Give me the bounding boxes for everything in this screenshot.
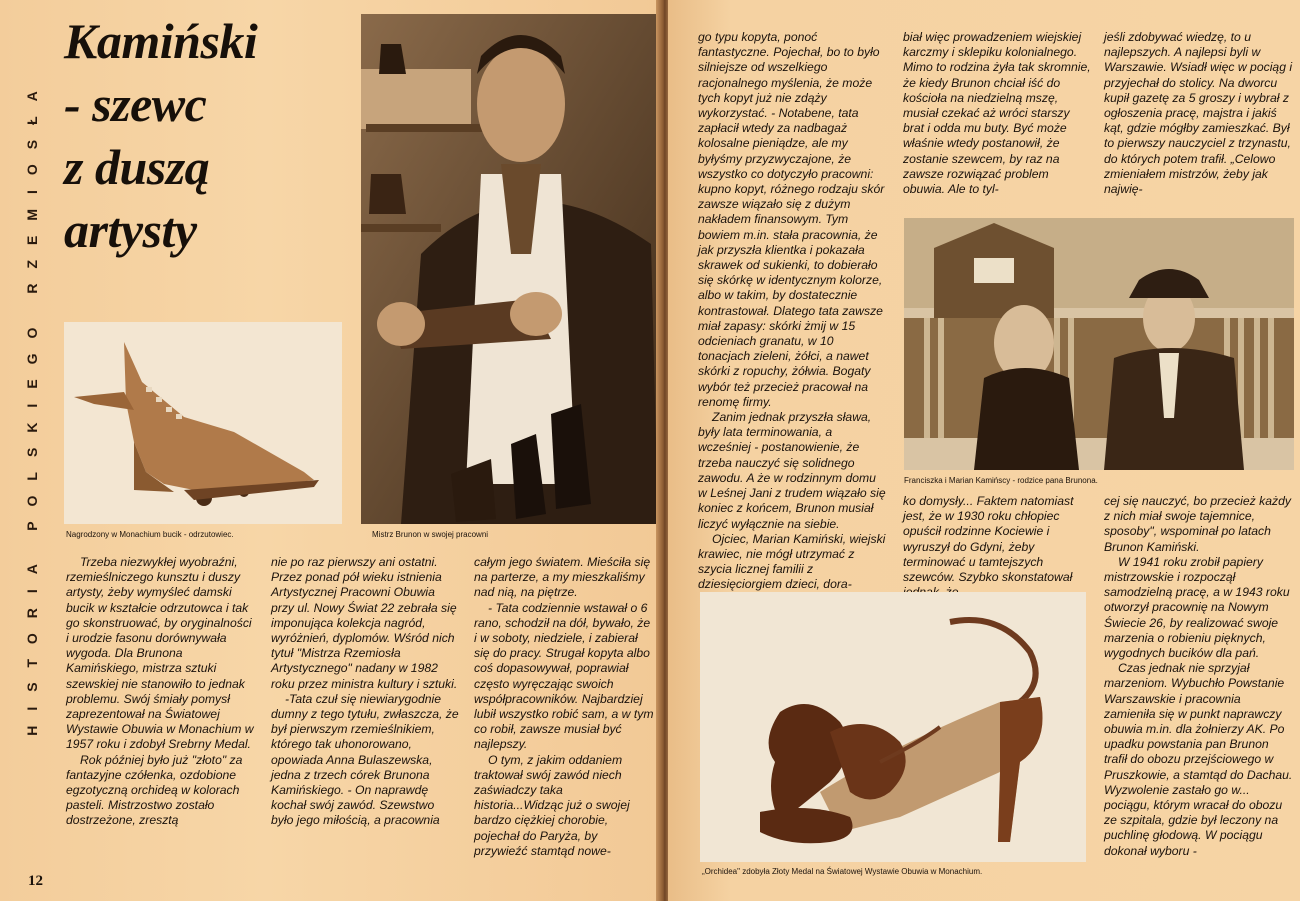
paragraph: biał więc prowadzeniem wiejskiej karczmy i sklepiku kolonialnego. Mimo to rodzina żyła tak skromnie, że kiedy Brunon chciał iść do kościoła na niedzielną mszę, musiał czekać aż wróci starszy brat i odda mu buty. Być może właśnie wtedy postanowił, że zostanie szewcem, by raz na zawsze rozwiązać problem obuwia. Ale to tyl- bbox=[903, 30, 1091, 197]
paragraph: W 1941 roku zrobił papiery mistrzowskie i rozpoczął samodzielną pracę, a w 1943 roku otworzył pracownię na Nowym Świecie 26, by realizować swoje marzenia o robieniu pięknych, wygodnych bucików dla pań. bbox=[1104, 554, 1290, 661]
paragraph: - Tata codziennie wstawał o 6 rano, schodził na dół, bywało, że i w soboty, niedziele, i zabierał się do pracy. Strugał kopyta albo coś dopasowywał, poprawiał często wyręczając swoich współpracowników. Najbardziej lubił wszystko robić sam, a w tym co robił, zawsze musiał być najlepszy. bbox=[474, 600, 654, 752]
text-column-4 bbox=[698, 30, 886, 593]
paragraph: Ojciec, Marian Kamiński, wiejski krawiec, nie mógł utrzymać z szycia licznej familii z dziesięciorgiem dzieci, dora- bbox=[698, 531, 886, 592]
paragraph: Rok później było już "złoto" za fantazyjne czółenka, ozdobione egzotyczną orchideą w kolorach pasteli. Mistrzostwo zostało dostrzeżone, zresztą bbox=[66, 752, 243, 828]
text-column-5-top bbox=[903, 30, 1091, 197]
master-photo bbox=[361, 14, 658, 524]
paragraph: go typu kopyta, ponoć fantastyczne. Pojechał, bo to było silniejsze od wszelkiego racjonalnego myślenia, że może tych kopyt już nie zdąży wykorzystać. - Notabene, tata zapłacił wtedy za nadbagaż kolosalne pieniądze, ale my byłyśmy przyzwyczajone, że wszystko co dotyczyło pracowni: kupno kopyt, różnego rodzaju skór zawsze wiązało się z dużym nakładem finansowym. Tym bowiem m.in. stała pracownia, że jak przyszła klientka i pokazała skrawek od sukienki, to dobierało się skórkę w identycznym kolorze, albo w takim, by dostatecznie kontrastował. Dlatego tata zawsze miał zapasy: skórki żmij w 15 odcieniach granatu, w 10 tonacjach zieleni, żółci, a nawet skórki z ropuchy, żółwia. Bogaty wybór też przecież pracował na renomę firmy. bbox=[698, 30, 885, 409]
paragraph: cej się nauczyć, bo przecież każdy z nich miał swoje tajemnice, sposoby", wspominał po latach Brunon Kamiński. bbox=[1104, 494, 1291, 554]
orchid-sandal-photo bbox=[700, 592, 1086, 862]
paragraph: nie po raz pierwszy ani ostatni. Przez ponad pół wieku istnienia Artystycznej Pracowni Obuwia przy ul. Nowy Świat 22 zebrała się imponująca kolekcja nagród, wyróżnień, dyplomów. Wśród nich tytuł "Mistrza Rzemiosła Artystycznego" nadany w 1982 roku przez ministra kultury i sztuki. bbox=[271, 555, 458, 691]
paragraph: Trzeba niezwykłej wyobraźni, rzemieślniczego kunsztu i duszy artysty, żeby wymyśleć damski bucik w kształcie odrzutowca i tak go skonstruować, by oryginalności i urodzie fasonu dorównywała wygoda. Dla Brunona Kamińskiego, mistrza sztuki szewskiej nie stanowiło to jednak problemu. Swój śmiały pomysł zaprezentował na Światowej Wystawie Obuwia w Monachium w 1957 roku i zdobył Srebrny Medal. bbox=[66, 555, 254, 752]
caption-parents: Franciszka i Marian Kamińscy - rodzice pana Brunona. bbox=[904, 476, 1098, 485]
caption-jet-shoe: Nagrodzony w Monachium bucik - odrzutowiec. bbox=[66, 530, 234, 539]
series-vertical-label bbox=[22, 8, 44, 798]
caption-orchid: „Orchidea" zdobyła Złoty Medal na Światowej Wystawie Obuwia w Monachium. bbox=[702, 867, 983, 876]
title-line: Kamiński bbox=[64, 13, 258, 69]
text-column-3 bbox=[474, 555, 654, 859]
caption-master: Mistrz Brunon w swojej pracowni bbox=[372, 530, 489, 539]
paragraph: -Tata czuł się niewiarygodnie dumny z tego tytułu, zwłaszcza, że był pierwszym rzemieślnikiem, którego tak uhonorowano, opowiada Anna Bulaszewska, jedna z trzech córek Brunona Kamińskiego. - On naprawdę kochał swój zawód. Szewstwo było jego miłością, a pracownia bbox=[271, 691, 459, 828]
title-line: z duszą bbox=[64, 139, 210, 195]
article-title bbox=[64, 10, 354, 262]
parents-photo bbox=[904, 218, 1294, 470]
title-line: - szewc bbox=[64, 76, 207, 132]
right-page bbox=[668, 0, 1300, 901]
text-column-6-top bbox=[1104, 30, 1294, 197]
paragraph: Zanim jednak przyszła sława, były lata terminowania, a wcześniej - postanowienie, że trzeba nauczyć się solidnego zawodu. A że w rodzinnym domu w Leśnej Jani z trudem wiązało się koniec z końcem, Brunon musiał liczyć wyłącznie na siebie. bbox=[698, 410, 886, 531]
series-title: HISTORIA POLSKIEGO RZEMIOSŁA bbox=[24, 76, 40, 736]
text-column-5-mid bbox=[903, 494, 1091, 600]
paragraph: Czas jednak nie sprzyjał marzeniom. Wybuchło Powstanie Warszawskie i pracownia zamieniła się w punkt naprawczy obuwia m.in. dla żołnierzy AK. Po upadku powstania pan Brunon trafił do obozu przejściowego w Pruszkowie, a stamtąd do Dachau. Wyzwolenie zastało go w... pociągu, którym wracał do obozu ze szpitala, gdzie był leczony na puchlinę głodową. W pociągu dokonał wyboru - bbox=[1104, 661, 1293, 858]
page-number: 12 bbox=[28, 873, 43, 889]
title-line: artysty bbox=[64, 202, 197, 258]
paragraph: ko domysły... Faktem natomiast jest, że w 1930 roku chłopiec opuścił rodzinne Kociewie i wyruszył do Gdyni, żeby terminować u tamtejszych szewców. Szybko skonstatował bbox=[903, 494, 1074, 585]
text-column-1 bbox=[66, 555, 254, 829]
paragraph: O tym, z jakim oddaniem traktował swój zawód niech zaświadczy taka historia...Widząc już o swojej bardzo ciężkiej chorobie, pojechał do Paryża, by przywieźć stamtąd nowe- bbox=[474, 752, 630, 858]
text-column-2 bbox=[271, 555, 459, 829]
paragraph: całym jego światem. Mieściła się na parterze, a my mieszkaliśmy nad nią, na piętrze. bbox=[474, 555, 651, 600]
paragraph: jeśli zdobywać wiedzę, to u najlepszych. A najlepsi byli w Warszawie. Wsiadł więc w pociąg i przyjechał do stolicy. Na dworcu kupił gazetę za 5 groszy i wybrał z ogłoszenia pracę, majstra i jakiś kąt, gdzie mógłby zamieszkać. Był to pierwszy nauczyciel z trzynastu, do których potem trafił. „Celowo zmieniałem mistrzów, żeby jak najwię- bbox=[1104, 30, 1293, 197]
jet-shoe-photo bbox=[64, 322, 342, 524]
text-column-6-mid bbox=[1104, 494, 1294, 859]
